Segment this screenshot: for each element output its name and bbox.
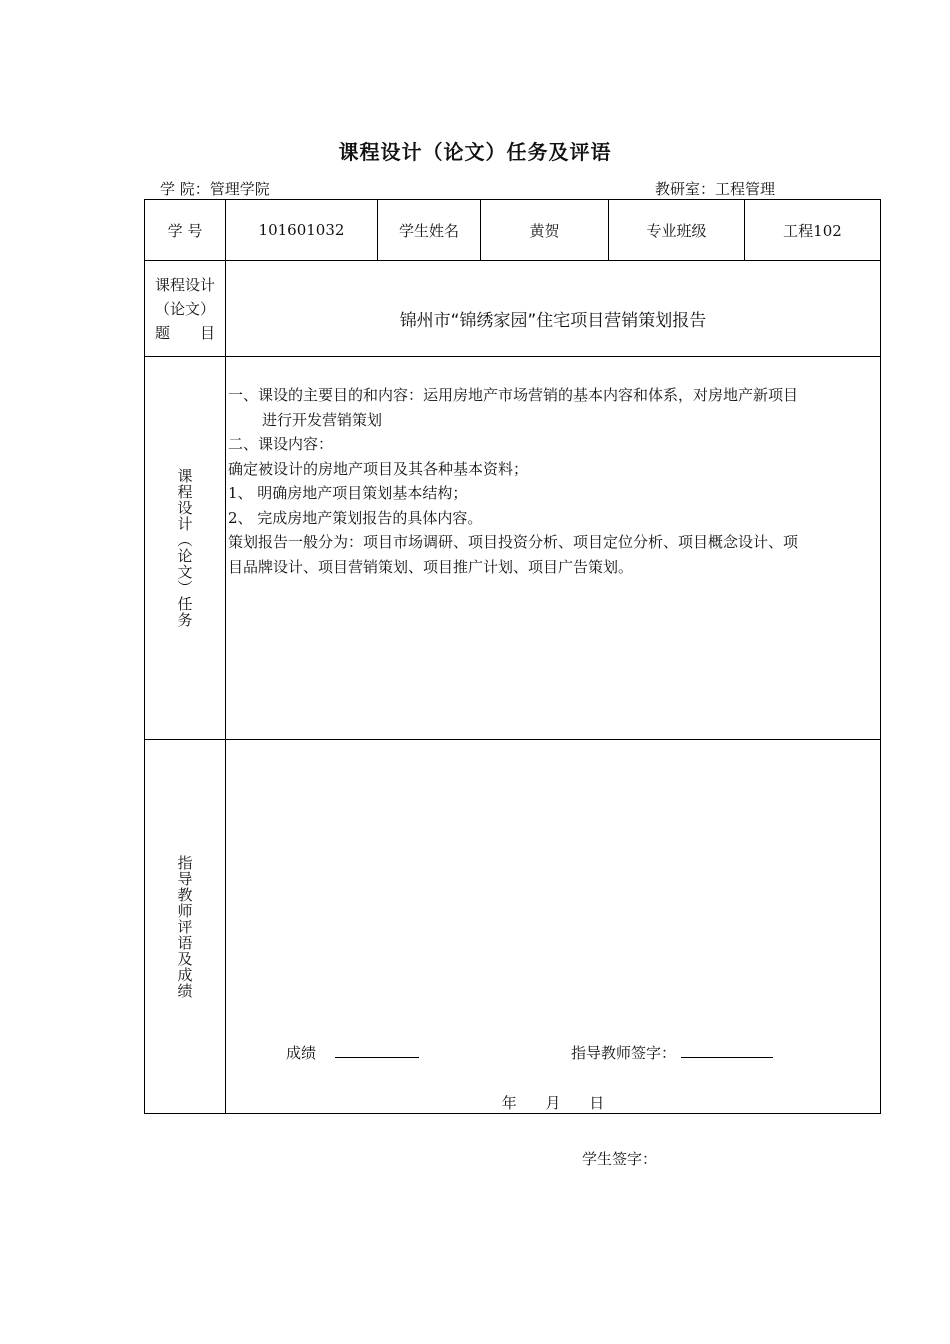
- topic-label-line3: [145, 321, 225, 345]
- comment-label-cell: [145, 740, 226, 1114]
- topic-label-line2a: （论: [155, 299, 186, 318]
- topic-label-line2: [145, 297, 225, 321]
- student-name-label: 学生姓名: [378, 200, 481, 261]
- task-line: 一、课设的主要目的和内容：运用房地产市场营销的基本内容和体系，对房地产新项目: [228, 386, 799, 404]
- college-field: 学 院：管理学院: [160, 180, 270, 198]
- topic-label-line2b: 文）: [185, 299, 216, 318]
- task-line: 确定被设计的房地产项目及其各种基本资料；: [228, 459, 529, 478]
- grade-blank[interactable]: [335, 1043, 419, 1058]
- task-content: [226, 357, 880, 579]
- grade-label: 成绩: [286, 1044, 317, 1062]
- date-month: 月: [545, 1094, 561, 1112]
- class-label: 专业班级: [609, 200, 745, 261]
- topic-label-line3a: 题: [155, 323, 171, 342]
- class-value: 工程102: [745, 200, 881, 261]
- task-line: 目品牌设计、项目营销策划、项目推广计划、项目广告策划。: [228, 557, 634, 576]
- comment-label: 指导教师评语及成绩: [175, 854, 194, 999]
- teacher-signature-field: [571, 1042, 773, 1063]
- date-year: 年: [501, 1094, 517, 1112]
- task-line: 1、 明确房地产项目策划基本结构；: [228, 484, 468, 502]
- assignment-form-table: [144, 199, 881, 1114]
- topic-label-line3b: 目: [199, 323, 215, 342]
- date-field: [226, 1092, 880, 1113]
- topic-row: [145, 261, 881, 357]
- department-field: 教研室：工程管理: [655, 180, 776, 198]
- student-id-value: 101601032: [226, 200, 378, 261]
- task-row: [145, 357, 881, 740]
- task-label: 课程设计（论文）任务: [175, 468, 194, 628]
- task-line: 策划报告一般分为：项目市场调研、项目投资分析、项目定位分析、项目概念设计、项: [228, 533, 799, 551]
- student-id-label: 学 号: [145, 200, 226, 261]
- student-info-row: [145, 200, 881, 261]
- task-content-cell: [226, 357, 881, 740]
- task-line: 二、课设内容：: [228, 435, 334, 453]
- comment-row: [145, 740, 881, 1114]
- task-label-cell: [145, 357, 226, 740]
- topic-label: [145, 261, 226, 357]
- teacher-signature-label: 指导教师签字：: [571, 1044, 677, 1062]
- topic-value: 锦州市“锦绣家园”住宅项目营销策划报告: [226, 261, 881, 357]
- student-name-value: 黄贺: [481, 200, 609, 261]
- page-title: 课程设计（论文）任务及评语: [338, 140, 612, 164]
- student-signature-label: 学生签字：: [582, 1150, 658, 1168]
- topic-label-line1: 课程设计: [154, 275, 215, 294]
- task-line: 2、 完成房地产策划报告的具体内容。: [228, 508, 483, 527]
- task-line: 进行开发营销策划: [262, 410, 383, 429]
- teacher-signature-blank[interactable]: [681, 1043, 773, 1058]
- grade-field: [286, 1042, 419, 1063]
- date-day: 日: [589, 1094, 605, 1112]
- comment-content-cell: [226, 740, 881, 1114]
